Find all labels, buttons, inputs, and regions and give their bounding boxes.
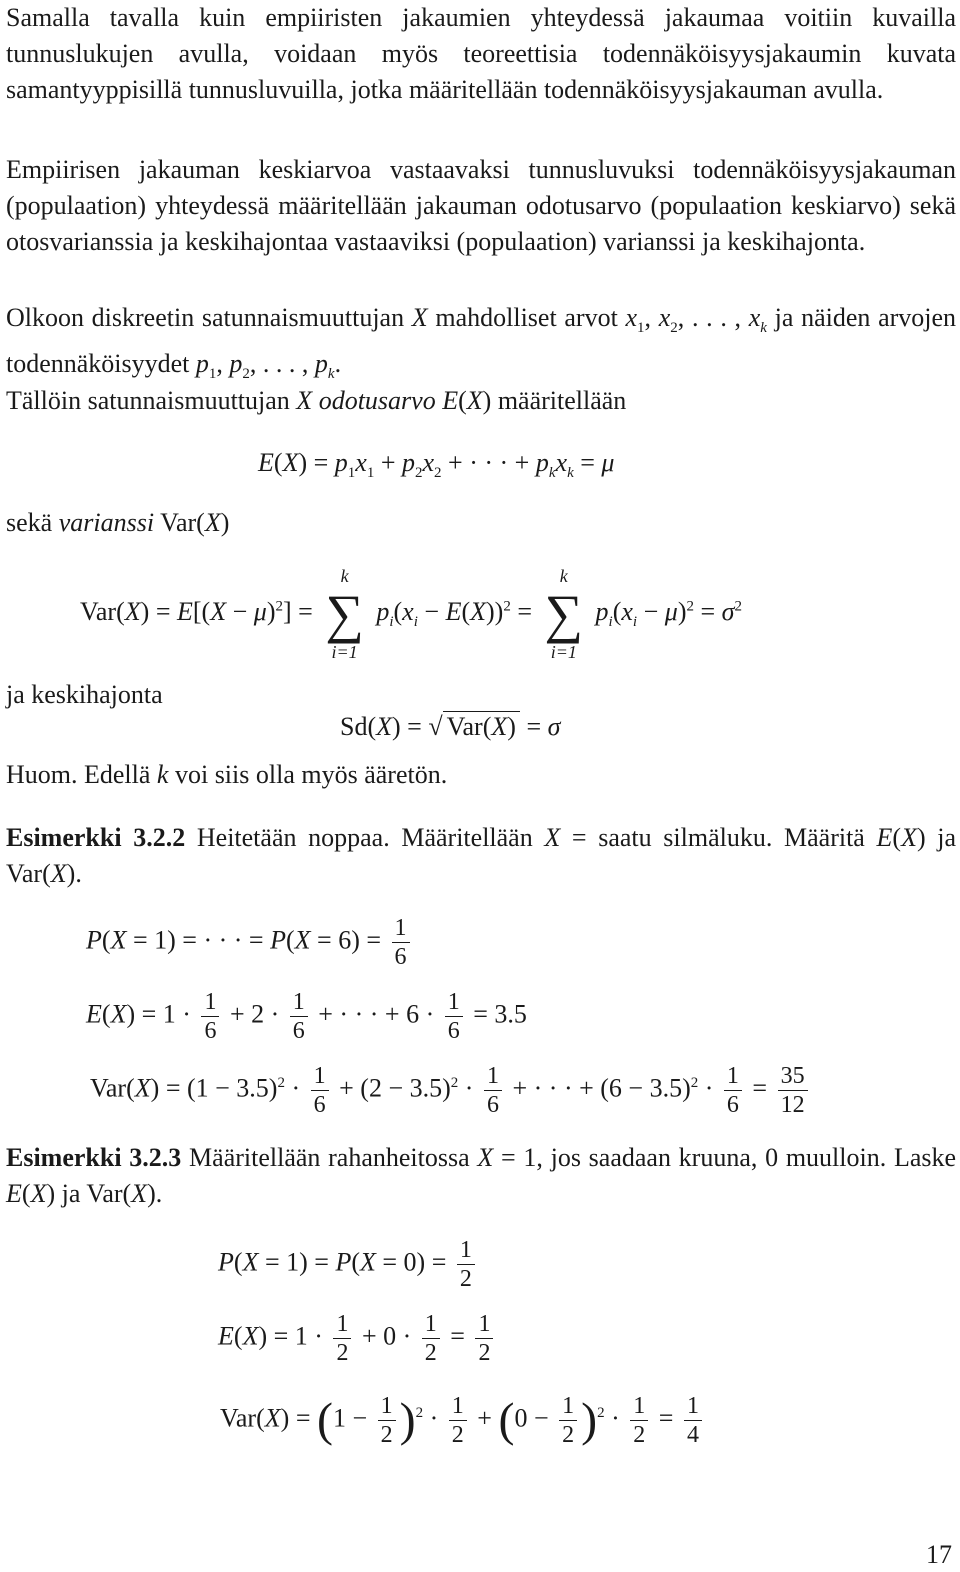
- variance-intro: sekä varianssi Var(X): [6, 508, 230, 537]
- note: Huom. Edellä k voi siis olla myös ääretön.: [6, 760, 448, 789]
- ex2-probability: P(X = 1) = P(X = 0) = $\frac{1}{2}$: [218, 1236, 479, 1293]
- ex2-variance: Var(X) = (1 − $\frac{1}{2}$ )$^2$ · $\frac{1}{2}$ + (0 − $\frac{1}{2}$ )$^2$ · $\frac{1}{2}$ = $\frac{1}{4}$: [220, 1392, 706, 1449]
- expectation-intro: Tällöin satunnaismuuttujan X odotusarvo E(X) määritellään: [6, 386, 627, 415]
- variance-formula: $Var(X) = E[(X - \mu)^2]$ = k ∑ i=1 $p_i(x_i - E(X))^2$ = k ∑ i=1 $p_i(x_i - \mu)^2 = \sigma^2$: [80, 566, 742, 662]
- page-number: 17: [926, 1540, 952, 1569]
- sd-formula: Sd(X) = √ Var(X) = σ: [340, 712, 561, 741]
- definition-paragraph: Empiirisen jakauman keskiarvoa vastaavaksi tunnusluvuksi todennäköisyysjakauman (populaation) yhteydessä määritellään jakauman odotusarvo (populaation keskiarvo) sekä otosvarianssia ja keskihajontaa vastaaviksi (populaation) varianssi ja keskihajonta.: [6, 155, 956, 256]
- intro-paragraph: Samalla tavalla kuin empiiristen jakaumien yhteydessä jakaumaa voitiin kuvailla tunnuslukujen avulla, voidaan myös teoreettisia todennäköisyysjakaumin kuvata samantyyppisillä tunnusluvuilla, jotka määritellään todennäköisyysjakauman avulla.: [6, 3, 956, 104]
- expectation-formula: $E(X) = p_1x_1 + p_2x_2$ + · · · + $p_kx_k = \mu$: [258, 448, 615, 482]
- variables-paragraph: Olkoon diskreetin satunnaismuuttujan X mahdolliset arvot $x_1$, $x_2$, . . . , $x_k$ ja näiden arvojen todennäköisyydet $p_1$, $p_2$, . . . , $p_k$.: [6, 303, 957, 383]
- ex1-variance: $Var(X) = (1 - 3.5)^2$ · $\frac{1}{6}$ + $(2 - 3.5)^2$ · $\frac{1}{6}$ + · · · + $(6 - 3.5)^2$ · $\frac{1}{6}$ = $\frac{35}{12}$: [90, 1062, 812, 1119]
- ex2-expectation: E(X) = 1 · $\frac{1}{2}$ + 0 · $\frac{1}{2}$ = $\frac{1}{2}$: [218, 1310, 497, 1367]
- ex1-expectation: E(X) = 1 · $\frac{1}{6}$ + 2 · $\frac{1}{6}$ + · · · + 6 · $\frac{1}{6}$ = 3.5: [86, 989, 527, 1044]
- example-3-2-3: Esimerkki 3.2.3 Määritellään rahanheitossa X = 1, jos saadaan kruuna, 0 muulloin. Laske E(X) ja Var(X).: [6, 1143, 957, 1208]
- example-3-2-2: Esimerkki 3.2.2 Heitetään noppaa. Määritellään X = saatu silmäluku. Määritä E(X) ja Var(X).: [6, 823, 957, 888]
- ex1-probability: P(X = 1) = · · · = P(X = 6) = $\frac{1}{6}$: [86, 914, 414, 971]
- sd-intro: ja keskihajonta: [6, 680, 163, 709]
